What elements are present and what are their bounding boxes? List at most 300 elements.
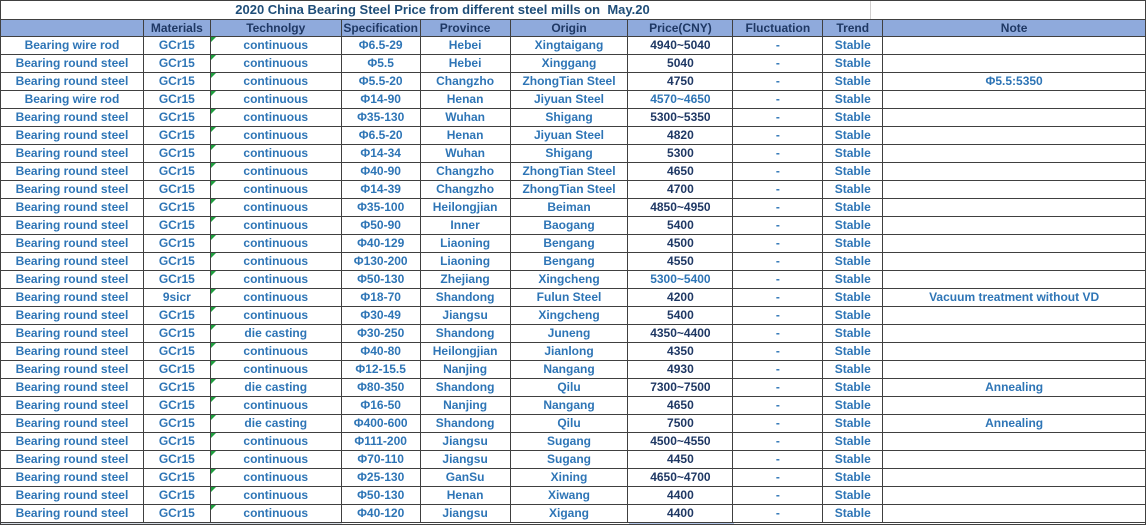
cell-note[interactable] — [883, 397, 1145, 415]
cell-technology[interactable]: continuous — [211, 127, 342, 145]
cell-materials[interactable]: GCr15 — [144, 451, 211, 469]
cell-note[interactable] — [883, 487, 1145, 505]
cell-fluctuation[interactable]: - — [733, 379, 823, 397]
cell-note[interactable]: Annealing — [883, 379, 1145, 397]
cell-technology[interactable]: continuous — [211, 145, 342, 163]
cell-product[interactable]: Bearing round steel — [1, 307, 144, 325]
column-header-price[interactable]: Price(CNY) — [628, 19, 733, 37]
cell-province[interactable]: Shandong — [421, 289, 511, 307]
cell-specification[interactable]: Φ30-250 — [342, 325, 421, 343]
cell-trend[interactable]: Stable — [823, 163, 883, 181]
cell-origin[interactable]: Jianlong — [511, 343, 629, 361]
cell-product[interactable]: Bearing round steel — [1, 55, 144, 73]
cell-product[interactable]: Bearing wire rod — [1, 91, 144, 109]
cell-note[interactable] — [883, 469, 1145, 487]
cell-fluctuation[interactable]: - — [733, 127, 823, 145]
cell-province[interactable]: Shandong — [421, 415, 511, 433]
cell-product[interactable]: Bearing round steel — [1, 343, 144, 361]
error-flag-icon — [211, 343, 216, 348]
cell-materials[interactable]: GCr15 — [144, 505, 211, 523]
cell-price[interactable]: 4450 — [628, 451, 733, 469]
cell-fluctuation[interactable]: - — [733, 91, 823, 109]
cell-province[interactable]: Changzho — [421, 163, 511, 181]
cell-province[interactable]: Shandong — [421, 325, 511, 343]
cell-trend[interactable]: Stable — [823, 181, 883, 199]
cell-province[interactable]: Heilongjian — [421, 343, 511, 361]
cell-fluctuation[interactable]: - — [733, 37, 823, 55]
cell-specification[interactable]: Φ40-129 — [342, 235, 421, 253]
cell-product[interactable]: Bearing round steel — [1, 505, 144, 523]
cell-fluctuation[interactable]: - — [733, 397, 823, 415]
cell-specification[interactable]: Φ6.5-29 — [342, 37, 421, 55]
cell-specification[interactable]: Φ35-130 — [342, 109, 421, 127]
cell-technology[interactable]: continuous — [211, 163, 342, 181]
cell-origin[interactable]: Qilu — [511, 379, 629, 397]
cell-materials[interactable]: GCr15 — [144, 325, 211, 343]
cell-note[interactable] — [883, 109, 1145, 127]
cell-specification[interactable]: Φ25-130 — [342, 469, 421, 487]
cell-origin[interactable]: Nangang — [511, 397, 629, 415]
cell-product[interactable]: Bearing round steel — [1, 109, 144, 127]
cell-specification[interactable]: Φ50-130 — [342, 271, 421, 289]
cell-price[interactable]: 7300~7500 — [628, 379, 733, 397]
cell-origin[interactable]: ZhongTian Steel — [511, 181, 629, 199]
cell-trend[interactable]: Stable — [823, 145, 883, 163]
cell-specification[interactable]: Φ400-600 — [342, 415, 421, 433]
cell-specification[interactable]: Φ40-120 — [342, 505, 421, 523]
column-header-origin[interactable]: Origin — [511, 19, 629, 37]
cell-trend[interactable]: Stable — [823, 271, 883, 289]
cell-materials[interactable]: GCr15 — [144, 343, 211, 361]
cell-province[interactable]: GanSu — [421, 469, 511, 487]
error-flag-icon — [211, 73, 216, 78]
cell-origin[interactable]: Xingcheng — [511, 271, 629, 289]
cell-trend[interactable]: Stable — [823, 397, 883, 415]
table-row — [1, 307, 1145, 325]
cell-note[interactable] — [883, 127, 1145, 145]
cell-technology[interactable]: continuous — [211, 235, 342, 253]
cell-materials[interactable]: GCr15 — [144, 271, 211, 289]
cell-fluctuation[interactable]: - — [733, 433, 823, 451]
cell-trend[interactable]: Stable — [823, 433, 883, 451]
cell-origin[interactable]: Sugang — [511, 451, 629, 469]
cell-price[interactable]: 4200 — [628, 289, 733, 307]
cell-origin[interactable]: ZhongTian Steel — [511, 163, 629, 181]
cell-product[interactable]: Bearing round steel — [1, 73, 144, 91]
cell-price[interactable]: 4350 — [628, 343, 733, 361]
cell-specification[interactable]: Φ14-39 — [342, 181, 421, 199]
column-header-specification[interactable]: Specification — [342, 19, 421, 37]
cell-note[interactable]: Vacuum treatment without VD — [883, 289, 1145, 307]
cell-province[interactable]: Zhejiang — [421, 271, 511, 289]
cell-note[interactable] — [883, 55, 1145, 73]
cell-note[interactable] — [883, 361, 1145, 379]
cell-fluctuation[interactable]: - — [733, 469, 823, 487]
cell-note[interactable] — [883, 163, 1145, 181]
cell-fluctuation[interactable]: - — [733, 235, 823, 253]
cell-materials[interactable]: GCr15 — [144, 127, 211, 145]
table-row — [1, 199, 1145, 217]
error-flag-icon — [211, 37, 216, 42]
cell-price[interactable]: 4350~4400 — [628, 325, 733, 343]
cell-materials[interactable]: GCr15 — [144, 433, 211, 451]
cell-province[interactable]: Nanjing — [421, 361, 511, 379]
cell-product[interactable]: Bearing round steel — [1, 397, 144, 415]
cell-origin[interactable]: Juneng — [511, 325, 629, 343]
cell-specification[interactable]: Φ80-350 — [342, 379, 421, 397]
cell-fluctuation[interactable]: - — [733, 325, 823, 343]
cell-origin[interactable]: Shigang — [511, 145, 629, 163]
cell-technology[interactable]: continuous — [211, 181, 342, 199]
table-row — [1, 217, 1145, 235]
cell-price[interactable]: 4400 — [628, 505, 733, 523]
cell-origin[interactable]: Qilu — [511, 415, 629, 433]
cell-product[interactable]: Bearing round steel — [1, 451, 144, 469]
cell-trend[interactable]: Stable — [823, 415, 883, 433]
cell-fluctuation[interactable]: - — [733, 163, 823, 181]
cell-note[interactable] — [883, 91, 1145, 109]
cell-product[interactable]: Bearing round steel — [1, 433, 144, 451]
cell-note[interactable] — [883, 307, 1145, 325]
cell-technology[interactable]: continuous — [211, 469, 342, 487]
cell-specification[interactable]: Φ50-90 — [342, 217, 421, 235]
error-flag-icon — [211, 271, 216, 276]
cell-technology[interactable]: continuous — [211, 37, 342, 55]
cell-specification[interactable]: Φ40-90 — [342, 163, 421, 181]
column-header-province[interactable]: Province — [421, 19, 511, 37]
cell-fluctuation[interactable]: - — [733, 505, 823, 523]
cell-technology[interactable]: continuous — [211, 253, 342, 271]
cell-specification[interactable]: Φ6.5-20 — [342, 127, 421, 145]
cell-product[interactable]: Bearing round steel — [1, 127, 144, 145]
cell-province[interactable]: Wuhan — [421, 145, 511, 163]
cell-product[interactable]: Bearing round steel — [1, 469, 144, 487]
cell-specification[interactable]: Φ70-110 — [342, 451, 421, 469]
cell-note[interactable] — [883, 145, 1145, 163]
cell-origin[interactable]: Jiyuan Steel — [511, 91, 629, 109]
error-flag-icon — [211, 199, 216, 204]
cell-materials[interactable]: GCr15 — [144, 487, 211, 505]
cell-fluctuation[interactable]: - — [733, 271, 823, 289]
cell-province[interactable]: Liaoning — [421, 253, 511, 271]
cell-origin[interactable]: Xinggang — [511, 55, 629, 73]
cell-origin[interactable]: Baogang — [511, 217, 629, 235]
column-header-trend[interactable]: Trend — [823, 19, 883, 37]
cell-trend[interactable]: Stable — [823, 325, 883, 343]
cell-note[interactable] — [883, 199, 1145, 217]
cell-materials[interactable]: GCr15 — [144, 163, 211, 181]
error-flag-icon — [211, 55, 216, 60]
cell-technology[interactable]: continuous — [211, 199, 342, 217]
cell-province[interactable]: Jiangsu — [421, 433, 511, 451]
cell-trend[interactable]: Stable — [823, 199, 883, 217]
column-header-note[interactable]: Note — [883, 19, 1145, 37]
cell-note[interactable] — [883, 505, 1145, 523]
cell-technology[interactable]: continuous — [211, 217, 342, 235]
cell-origin[interactable]: Fulun Steel — [511, 289, 629, 307]
cell-fluctuation[interactable]: - — [733, 307, 823, 325]
column-header-technology[interactable]: Technolgy — [211, 19, 342, 37]
cell-province[interactable]: Jiangsu — [421, 505, 511, 523]
cell-specification[interactable]: Φ35-100 — [342, 199, 421, 217]
cell-materials[interactable]: GCr15 — [144, 91, 211, 109]
cell-note[interactable]: Annealing — [883, 415, 1145, 433]
cell-fluctuation[interactable]: - — [733, 217, 823, 235]
cell-technology[interactable]: continuous — [211, 451, 342, 469]
cell-province[interactable]: Heilongjian — [421, 199, 511, 217]
cell-price[interactable]: 5400 — [628, 307, 733, 325]
cell-province[interactable]: Liaoning — [421, 235, 511, 253]
cell-origin[interactable]: Nangang — [511, 361, 629, 379]
column-header-materials[interactable]: Materials — [144, 19, 211, 37]
cell-materials[interactable]: GCr15 — [144, 199, 211, 217]
column-header-product[interactable] — [1, 19, 144, 37]
cell-specification[interactable]: Φ14-34 — [342, 145, 421, 163]
cell-specification[interactable]: Φ18-70 — [342, 289, 421, 307]
cell-province[interactable]: Jiangsu — [421, 307, 511, 325]
error-flag-icon — [211, 163, 216, 168]
cell-trend[interactable]: Stable — [823, 343, 883, 361]
cell-trend[interactable]: Stable — [823, 469, 883, 487]
cell-technology[interactable]: die casting — [211, 415, 342, 433]
cell-specification[interactable]: Φ30-49 — [342, 307, 421, 325]
cell-trend[interactable]: Stable — [823, 109, 883, 127]
cell-technology[interactable]: die casting — [211, 325, 342, 343]
cell-materials[interactable]: GCr15 — [144, 55, 211, 73]
cell-product[interactable]: Bearing round steel — [1, 289, 144, 307]
cell-technology[interactable]: continuous — [211, 361, 342, 379]
cell-product[interactable]: Bearing round steel — [1, 199, 144, 217]
cell-price[interactable]: 7500 — [628, 415, 733, 433]
cell-fluctuation[interactable]: - — [733, 361, 823, 379]
cell-materials[interactable]: GCr15 — [144, 235, 211, 253]
cell-materials[interactable]: GCr15 — [144, 181, 211, 199]
table-row — [1, 253, 1145, 271]
cell-fluctuation[interactable]: - — [733, 181, 823, 199]
cell-note[interactable] — [883, 325, 1145, 343]
cell-technology[interactable]: continuous — [211, 289, 342, 307]
cell-fluctuation[interactable]: - — [733, 451, 823, 469]
cell-note[interactable] — [883, 235, 1145, 253]
cell-province[interactable]: Henan — [421, 91, 511, 109]
cell-fluctuation[interactable]: - — [733, 487, 823, 505]
cell-note[interactable] — [883, 271, 1145, 289]
cell-note[interactable] — [883, 181, 1145, 199]
cell-trend[interactable]: Stable — [823, 361, 883, 379]
cell-price[interactable]: 4400 — [628, 487, 733, 505]
cell-trend[interactable]: Stable — [823, 505, 883, 523]
cell-technology[interactable]: continuous — [211, 109, 342, 127]
cell-province[interactable]: Changzho — [421, 181, 511, 199]
cell-price[interactable]: 4940~5040 — [628, 37, 733, 55]
cell-province[interactable]: Inner — [421, 217, 511, 235]
cell-specification[interactable]: Φ40-80 — [342, 343, 421, 361]
cell-materials[interactable]: GCr15 — [144, 397, 211, 415]
cell-technology[interactable]: continuous — [211, 55, 342, 73]
cell-trend[interactable]: Stable — [823, 451, 883, 469]
cell-origin[interactable]: Xiwang — [511, 487, 629, 505]
cell-trend[interactable]: Stable — [823, 307, 883, 325]
cell-technology[interactable]: continuous — [211, 505, 342, 523]
cell-materials[interactable]: GCr15 — [144, 37, 211, 55]
cell-price[interactable]: 4700 — [628, 181, 733, 199]
cell-price[interactable]: 4850~4950 — [628, 199, 733, 217]
cell-product[interactable]: Bearing round steel — [1, 145, 144, 163]
cell-fluctuation[interactable]: - — [733, 145, 823, 163]
cell-province[interactable]: Hebei — [421, 55, 511, 73]
cell-materials[interactable]: 9sicr — [144, 289, 211, 307]
cell-materials[interactable]: GCr15 — [144, 469, 211, 487]
cell-product[interactable]: Bearing round steel — [1, 235, 144, 253]
cell-trend[interactable]: Stable — [823, 487, 883, 505]
cell-price[interactable]: 4550 — [628, 253, 733, 271]
cell-trend[interactable]: Stable — [823, 235, 883, 253]
table-row — [1, 343, 1145, 361]
cell-province[interactable]: Hebei — [421, 37, 511, 55]
cell-product[interactable]: Bearing round steel — [1, 325, 144, 343]
error-flag-icon — [211, 91, 216, 96]
cell-fluctuation[interactable]: - — [733, 55, 823, 73]
cell-materials[interactable]: GCr15 — [144, 145, 211, 163]
error-flag-icon — [211, 469, 216, 474]
cell-fluctuation[interactable]: - — [733, 289, 823, 307]
cell-origin[interactable]: Bengang — [511, 235, 629, 253]
cell-price[interactable]: 5040 — [628, 55, 733, 73]
cell-price[interactable]: 4570~4650 — [628, 91, 733, 109]
cell-price[interactable]: 4650~4700 — [628, 469, 733, 487]
cell-trend[interactable]: Stable — [823, 253, 883, 271]
table-row — [1, 145, 1145, 163]
cell-materials[interactable]: GCr15 — [144, 361, 211, 379]
cell-origin[interactable]: Xingcheng — [511, 307, 629, 325]
cell-province[interactable]: Henan — [421, 487, 511, 505]
cell-product[interactable]: Bearing round steel — [1, 271, 144, 289]
cell-materials[interactable]: GCr15 — [144, 217, 211, 235]
cell-note[interactable] — [883, 217, 1145, 235]
cell-price[interactable]: 4650 — [628, 397, 733, 415]
cell-origin[interactable]: Bengang — [511, 253, 629, 271]
cell-fluctuation[interactable]: - — [733, 73, 823, 91]
cell-specification[interactable]: Φ14-90 — [342, 91, 421, 109]
cell-product[interactable]: Bearing wire rod — [1, 37, 144, 55]
cell-product[interactable]: Bearing round steel — [1, 253, 144, 271]
cell-materials[interactable]: GCr15 — [144, 379, 211, 397]
cell-origin[interactable]: Sugang — [511, 433, 629, 451]
cell-fluctuation[interactable]: - — [733, 253, 823, 271]
cell-technology[interactable]: continuous — [211, 271, 342, 289]
error-flag-icon — [211, 361, 216, 366]
cell-province[interactable]: Wuhan — [421, 109, 511, 127]
cell-specification[interactable]: Φ5.5-20 — [342, 73, 421, 91]
cell-province[interactable]: Nanjing — [421, 397, 511, 415]
cell-materials[interactable]: GCr15 — [144, 253, 211, 271]
cell-specification[interactable]: Φ50-130 — [342, 487, 421, 505]
cell-trend[interactable]: Stable — [823, 379, 883, 397]
cell-technology[interactable]: continuous — [211, 487, 342, 505]
cell-origin[interactable]: Xingtaigang — [511, 37, 629, 55]
cell-trend[interactable]: Stable — [823, 289, 883, 307]
cell-price[interactable]: 4650 — [628, 163, 733, 181]
cell-materials[interactable]: GCr15 — [144, 73, 211, 91]
cell-province[interactable]: Changzho — [421, 73, 511, 91]
cell-product[interactable]: Bearing round steel — [1, 379, 144, 397]
cell-origin[interactable]: Shigang — [511, 109, 629, 127]
cell-note[interactable] — [883, 433, 1145, 451]
cell-price[interactable]: 5300~5400 — [628, 271, 733, 289]
cell-materials[interactable]: GCr15 — [144, 109, 211, 127]
cell-province[interactable]: Shandong — [421, 379, 511, 397]
cell-specification[interactable]: Φ16-50 — [342, 397, 421, 415]
cell-trend[interactable]: Stable — [823, 217, 883, 235]
cell-technology[interactable]: continuous — [211, 343, 342, 361]
cell-origin[interactable]: Xigang — [511, 505, 629, 523]
cell-price[interactable]: 5400 — [628, 217, 733, 235]
cell-fluctuation[interactable]: - — [733, 109, 823, 127]
cell-province[interactable]: Henan — [421, 127, 511, 145]
cell-trend[interactable]: Stable — [823, 91, 883, 109]
cell-product[interactable]: Bearing round steel — [1, 415, 144, 433]
cell-specification[interactable]: Φ130-200 — [342, 253, 421, 271]
cell-product[interactable]: Bearing round steel — [1, 487, 144, 505]
cell-technology[interactable]: continuous — [211, 397, 342, 415]
cell-trend[interactable]: Stable — [823, 37, 883, 55]
page-title[interactable]: 2020 China Bearing Steel Price from different steel mills on May.20 — [235, 2, 650, 17]
cell-technology[interactable]: continuous — [211, 73, 342, 91]
cell-fluctuation[interactable]: - — [733, 343, 823, 361]
cell-origin[interactable]: Xining — [511, 469, 629, 487]
cell-product[interactable]: Bearing round steel — [1, 217, 144, 235]
cell-specification[interactable]: Φ5.5 — [342, 55, 421, 73]
cell-materials[interactable]: GCr15 — [144, 307, 211, 325]
cell-trend[interactable]: Stable — [823, 55, 883, 73]
cell-product[interactable]: Bearing round steel — [1, 181, 144, 199]
cell-technology[interactable]: continuous — [211, 433, 342, 451]
cell-origin[interactable]: Beiman — [511, 199, 629, 217]
cell-specification[interactable]: Φ111-200 — [342, 433, 421, 451]
cell-price[interactable]: 4930 — [628, 361, 733, 379]
cell-price[interactable]: 4820 — [628, 127, 733, 145]
column-header-fluctuation[interactable]: Fluctuation — [733, 19, 823, 37]
cell-note[interactable]: Φ5.5:5350 — [883, 73, 1145, 91]
cell-price[interactable]: 4500 — [628, 235, 733, 253]
cell-price[interactable]: 4500~4550 — [628, 433, 733, 451]
error-flag-icon — [211, 109, 216, 114]
cell-origin[interactable]: Jiyuan Steel — [511, 127, 629, 145]
cell-fluctuation[interactable]: - — [733, 199, 823, 217]
cell-province[interactable]: Jiangsu — [421, 451, 511, 469]
cell-technology[interactable]: continuous — [211, 307, 342, 325]
cell-origin[interactable]: ZhongTian Steel — [511, 73, 629, 91]
cell-specification[interactable]: Φ12-15.5 — [342, 361, 421, 379]
cell-price[interactable]: 5300~5350 — [628, 109, 733, 127]
cell-note[interactable] — [883, 37, 1145, 55]
table-row — [1, 181, 1145, 199]
cell-trend[interactable]: Stable — [823, 73, 883, 91]
cell-technology[interactable]: continuous — [211, 91, 342, 109]
cell-fluctuation[interactable]: - — [733, 415, 823, 433]
cell-note[interactable] — [883, 451, 1145, 469]
cell-product[interactable]: Bearing round steel — [1, 163, 144, 181]
cell-note[interactable] — [883, 253, 1145, 271]
title-row — [1, 1, 1145, 19]
cell-price[interactable]: 4750 — [628, 73, 733, 91]
cell-trend[interactable]: Stable — [823, 127, 883, 145]
cell-materials[interactable]: GCr15 — [144, 415, 211, 433]
cell-note[interactable] — [883, 343, 1145, 361]
cell-price[interactable]: 5300 — [628, 145, 733, 163]
cell-technology[interactable]: die casting — [211, 379, 342, 397]
cell-product[interactable]: Bearing round steel — [1, 361, 144, 379]
